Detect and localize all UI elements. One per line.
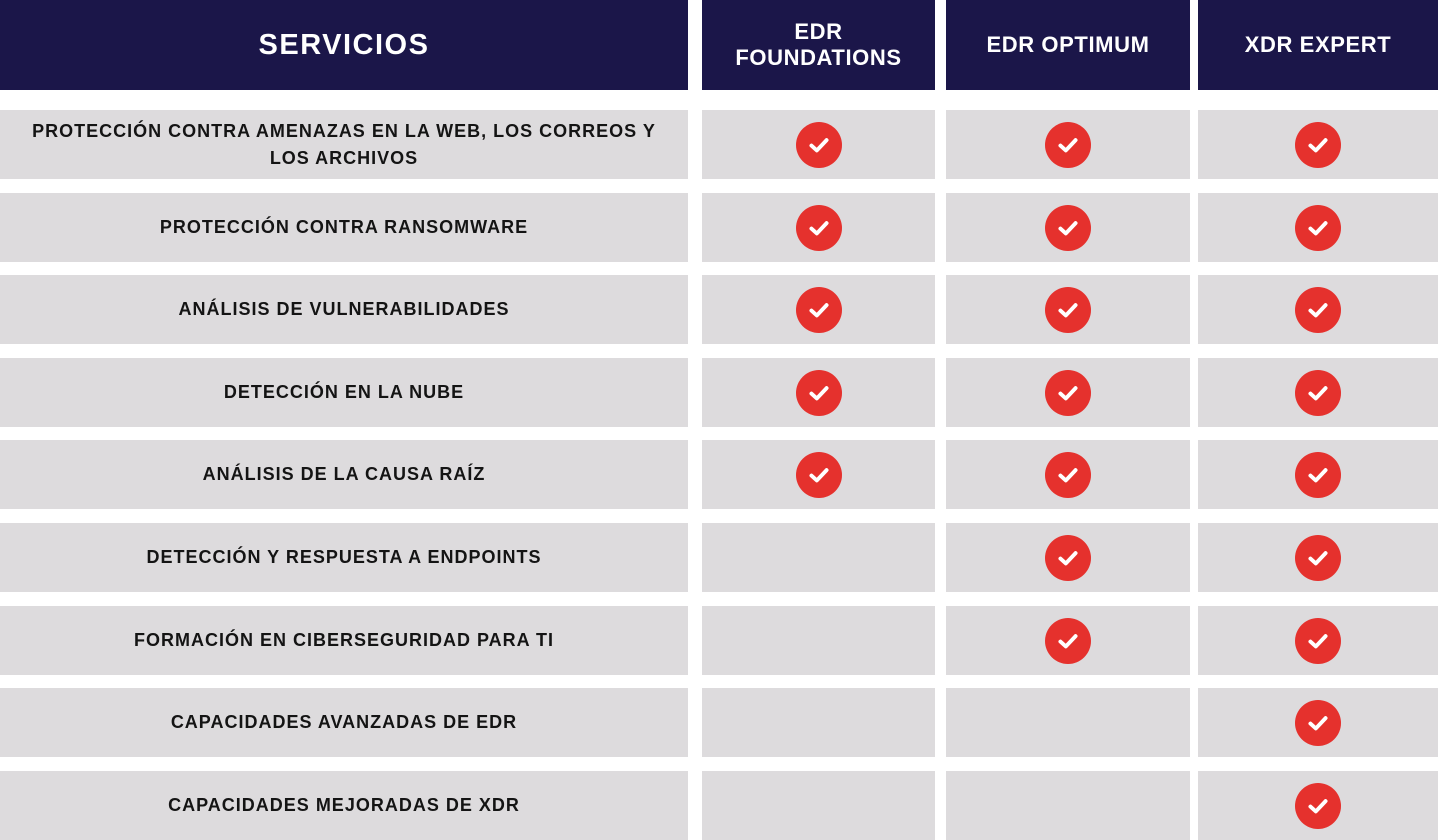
plan-cell — [946, 688, 1190, 757]
check-circle-icon — [796, 287, 842, 333]
check-circle-icon — [1295, 618, 1341, 664]
check-circle-icon — [1045, 205, 1091, 251]
table-row — [0, 275, 1438, 344]
service-label: DETECCIÓN EN LA NUBE — [223, 382, 465, 402]
header-plan-xdr-expert — [1198, 0, 1438, 90]
service-cell — [0, 606, 688, 675]
header-plan-label: EDR FOUNDATIONS — [735, 18, 902, 70]
plan-cell — [946, 771, 1190, 840]
check-circle-icon — [1295, 700, 1341, 746]
table-row — [0, 440, 1438, 509]
plan-cell — [702, 275, 935, 344]
plan-cell — [946, 440, 1190, 509]
check-circle-icon — [1295, 452, 1341, 498]
service-label: ANÁLISIS DE LA CAUSA RAÍZ — [202, 464, 486, 484]
check-circle-icon — [1295, 370, 1341, 416]
check-circle-icon — [1045, 535, 1091, 581]
service-label: DETECCIÓN Y RESPUESTA A ENDPOINTS — [146, 547, 542, 567]
check-circle-icon — [796, 452, 842, 498]
service-cell — [0, 523, 688, 592]
plan-cell — [702, 523, 935, 592]
check-circle-icon — [1045, 370, 1091, 416]
plan-cell — [946, 606, 1190, 675]
service-label: FORMACIÓN EN CIBERSEGURIDAD PARA TI — [133, 630, 554, 650]
plan-cell — [946, 358, 1190, 427]
plan-cell — [1198, 193, 1438, 262]
check-circle-icon — [1295, 205, 1341, 251]
service-label: CAPACIDADES MEJORADAS DE XDR — [168, 795, 520, 815]
check-circle-icon — [1045, 122, 1091, 168]
plan-cell — [1198, 275, 1438, 344]
check-circle-icon — [1045, 287, 1091, 333]
plan-cell — [702, 606, 935, 675]
plan-cell — [1198, 440, 1438, 509]
header-services-label: SERVICIOS — [258, 28, 430, 61]
plan-cell — [1198, 771, 1438, 840]
header-plan-label: XDR EXPERT — [1244, 31, 1392, 57]
plan-cell — [702, 110, 935, 179]
check-circle-icon — [796, 122, 842, 168]
service-label: CAPACIDADES AVANZADAS DE EDR — [170, 712, 518, 732]
plan-cell — [702, 358, 935, 427]
check-circle-icon — [1295, 287, 1341, 333]
service-cell — [0, 688, 688, 757]
check-circle-icon — [1045, 618, 1091, 664]
service-cell — [0, 358, 688, 427]
service-cell — [0, 440, 688, 509]
table-row — [0, 523, 1438, 592]
service-label: PROTECCIÓN CONTRA RANSOMWARE — [159, 217, 529, 237]
table-row — [0, 771, 1438, 840]
service-label: PROTECCIÓN CONTRA AMENAZAS EN LA WEB, LOS CORREOS Y LOS ARCHIVOS — [32, 120, 656, 168]
table-row — [0, 110, 1438, 179]
table-row — [0, 193, 1438, 262]
table-row — [0, 606, 1438, 675]
plan-cell — [702, 688, 935, 757]
check-circle-icon — [796, 370, 842, 416]
plan-cell — [946, 193, 1190, 262]
service-label: ANÁLISIS DE VULNERABILIDADES — [178, 299, 510, 319]
plan-cell — [1198, 688, 1438, 757]
plan-cell — [1198, 606, 1438, 675]
plan-cell — [1198, 523, 1438, 592]
header-services — [0, 0, 688, 90]
table-row — [0, 688, 1438, 757]
plan-cell — [1198, 358, 1438, 427]
check-circle-icon — [1295, 535, 1341, 581]
plan-cell — [702, 440, 935, 509]
table-row — [0, 358, 1438, 427]
service-cell — [0, 275, 688, 344]
check-circle-icon — [796, 205, 842, 251]
header-plan-edr-foundations — [702, 0, 935, 90]
service-cell — [0, 193, 688, 262]
header-plan-edr-optimum — [946, 0, 1190, 90]
plan-cell — [1198, 110, 1438, 179]
check-circle-icon — [1295, 122, 1341, 168]
service-cell — [0, 110, 688, 179]
plan-cell — [946, 523, 1190, 592]
plan-cell — [702, 193, 935, 262]
check-circle-icon — [1045, 452, 1091, 498]
plan-cell — [702, 771, 935, 840]
plan-cell — [946, 110, 1190, 179]
header-plan-label: EDR OPTIMUM — [986, 31, 1150, 57]
check-circle-icon — [1295, 783, 1341, 829]
plan-cell — [946, 275, 1190, 344]
service-cell — [0, 771, 688, 840]
